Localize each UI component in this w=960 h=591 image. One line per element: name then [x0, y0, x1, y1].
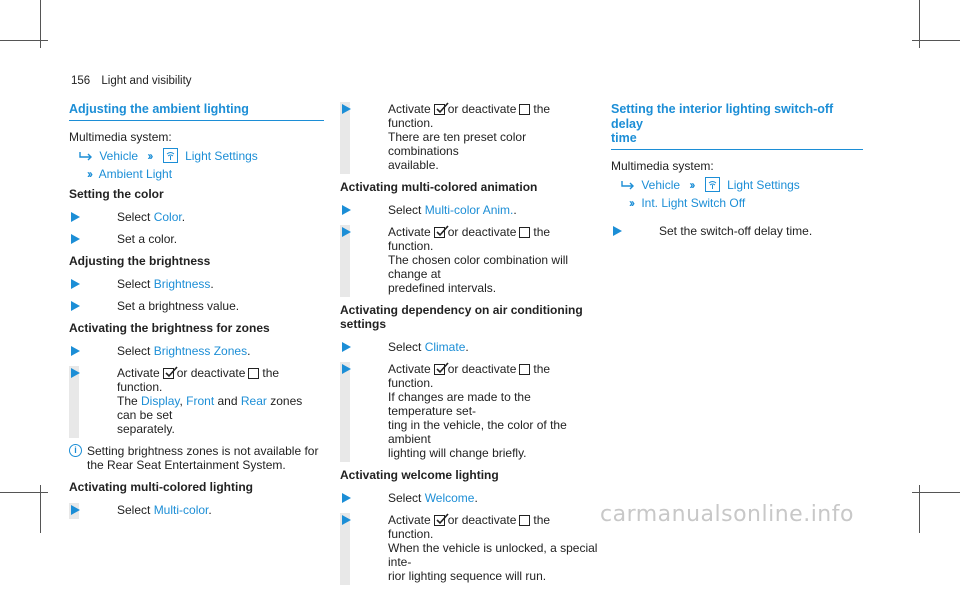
menu-link-color[interactable]: Color — [153, 209, 182, 224]
step-text: separately. — [117, 421, 175, 436]
step-text: There are ten preset color combinations — [388, 130, 527, 158]
crop-mark — [912, 492, 960, 493]
menu-path — [621, 177, 863, 192]
step-text: the function. — [388, 362, 551, 390]
section-title: Light and visibility — [101, 75, 192, 87]
subheading — [340, 303, 598, 331]
step-text: or deactivate — [447, 225, 517, 239]
crop-mark — [912, 40, 960, 41]
step-text: ting in the vehicle, the color of the ambient — [388, 418, 567, 446]
heading-line: time — [611, 131, 637, 145]
heading-line: Setting the interior lighting switch-off delay — [611, 102, 834, 131]
subheading: Adjusting the brightness — [69, 253, 211, 268]
step-text: Activate — [388, 513, 431, 527]
menu-link-multi-color[interactable]: Multi-color — [153, 502, 209, 517]
step-item — [340, 102, 598, 172]
step-item — [69, 232, 324, 246]
checkbox-empty-icon — [248, 368, 259, 379]
triangle-bullet-icon — [71, 505, 80, 515]
checkbox-empty-icon — [519, 364, 530, 375]
step-text: zones can be set — [117, 393, 303, 422]
menu-link-brightness[interactable]: Brightness — [153, 276, 211, 291]
step-text: . — [181, 209, 186, 224]
double-chevron-icon: ›› — [689, 177, 694, 192]
step-text: Activate — [388, 102, 431, 116]
step-text: the function. — [388, 225, 551, 253]
triangle-bullet-icon — [71, 234, 80, 244]
column-2 — [340, 102, 598, 591]
step-text: Set a color. — [117, 231, 178, 246]
double-chevron-icon: ›› — [629, 195, 633, 210]
step-text: . — [210, 276, 214, 291]
step-text: The chosen color combination will change at — [388, 253, 569, 281]
step-item — [69, 299, 324, 313]
triangle-bullet-icon — [342, 342, 351, 352]
triangle-bullet-icon — [342, 493, 351, 503]
step-text: Select — [117, 209, 154, 224]
step-text: . — [247, 343, 251, 358]
step-text: Select — [388, 203, 425, 217]
menu-link-front[interactable]: Front — [186, 393, 215, 408]
step-item — [69, 277, 324, 291]
step-text: or deactivate — [176, 365, 246, 380]
subheading: Activating multi-colored animation — [340, 180, 538, 194]
multimedia-label: Multimedia system: — [611, 158, 714, 173]
triangle-bullet-icon — [342, 364, 351, 374]
step-text: Select — [117, 276, 154, 291]
step-text: . — [208, 502, 212, 517]
menu-link-int-light-switch-off[interactable]: Int. Light Switch Off — [641, 195, 746, 210]
note-text: the Rear Seat Entertainment System. — [87, 457, 286, 472]
note-text: Setting brightness zones is not available for — [87, 443, 319, 458]
checkbox-checked-icon — [434, 364, 445, 375]
step-item — [340, 491, 598, 505]
step-bar — [340, 362, 350, 462]
subheading: Activating welcome lighting — [340, 468, 499, 482]
step-item — [69, 503, 324, 517]
menu-link-brightness-zones[interactable]: Brightness Zones — [153, 343, 248, 358]
step-text: . — [465, 340, 469, 354]
menu-link-multi-color-anim[interactable]: Multi-color Anim. — [424, 203, 514, 217]
menu-link-rear[interactable]: Rear — [240, 393, 267, 408]
column-1 — [69, 102, 324, 525]
info-icon: i — [69, 444, 82, 457]
checkbox-empty-icon — [519, 227, 530, 238]
triangle-bullet-icon — [342, 515, 351, 525]
menu-link-ambient-light[interactable]: Ambient Light — [98, 166, 173, 181]
step-text: or deactivate — [447, 102, 517, 116]
section-heading: Adjusting the ambient lighting — [69, 102, 324, 121]
step-text: , — [179, 393, 187, 408]
step-item — [69, 210, 324, 224]
double-chevron-icon: ›› — [87, 166, 91, 181]
step-item — [340, 362, 598, 460]
column-3 — [611, 102, 863, 246]
subheading-line: settings — [340, 317, 387, 331]
step-text: Select — [117, 502, 154, 517]
menu-path — [79, 148, 324, 163]
checkbox-checked-icon — [434, 227, 445, 238]
checkbox-checked-icon — [434, 104, 445, 115]
step-text: or deactivate — [447, 362, 517, 376]
step-text: or deactivate — [447, 513, 517, 527]
checkbox-checked-icon — [163, 368, 174, 379]
page-header — [71, 74, 192, 88]
step-text: the function. — [388, 102, 551, 130]
menu-link-display[interactable]: Display — [141, 393, 180, 408]
step-item — [340, 225, 598, 295]
multimedia-label: Multimedia system: — [69, 129, 172, 144]
light-settings-icon — [705, 177, 720, 192]
info-note — [69, 444, 324, 472]
subheading: Setting the color — [69, 186, 164, 201]
step-text: Activate — [388, 362, 431, 376]
step-text: available. — [388, 158, 439, 172]
step-text: the function. — [388, 513, 551, 541]
triangle-bullet-icon — [71, 368, 80, 378]
step-text: Set a brightness value. — [117, 298, 240, 313]
checkbox-empty-icon — [519, 104, 530, 115]
step-text: Select — [117, 343, 154, 358]
crop-mark — [0, 40, 48, 41]
light-settings-icon — [163, 148, 178, 163]
step-item — [340, 340, 598, 354]
checkbox-checked-icon — [434, 515, 445, 526]
step-text: Select — [388, 491, 425, 505]
triangle-bullet-icon — [71, 279, 80, 289]
step-text: and — [214, 393, 241, 408]
step-text: Activate — [388, 225, 431, 239]
triangle-bullet-icon — [342, 227, 351, 237]
arrow-return-icon — [79, 149, 96, 163]
subheading: Activating the brightness for zones — [69, 320, 270, 335]
menu-link-vehicle[interactable]: Vehicle — [99, 148, 139, 163]
step-text: lighting will change briefly. — [388, 446, 527, 460]
double-chevron-icon: ›› — [147, 148, 152, 163]
step-item — [69, 366, 324, 436]
subheading: Activating multi-colored lighting — [69, 479, 253, 494]
menu-link-light-settings[interactable]: Light Settings — [185, 148, 258, 163]
step-text: the function. — [117, 365, 280, 394]
triangle-bullet-icon — [71, 301, 80, 311]
step-text: If changes are made to the temperature set- — [388, 390, 531, 418]
menu-path — [629, 196, 863, 210]
triangle-bullet-icon — [613, 226, 622, 236]
step-text: . — [513, 203, 517, 217]
step-text: predefined intervals. — [388, 281, 497, 295]
triangle-bullet-icon — [342, 205, 351, 215]
menu-link-vehicle[interactable]: Vehicle — [641, 177, 681, 192]
menu-link-welcome[interactable]: Welcome — [424, 491, 475, 505]
step-text: When the vehicle is unlocked, a special inte- — [388, 541, 598, 569]
step-text: Activate — [117, 365, 160, 380]
step-item — [340, 513, 598, 583]
step-text: Select — [388, 340, 425, 354]
menu-link-light-settings[interactable]: Light Settings — [727, 177, 800, 192]
step-text: . — [474, 491, 478, 505]
arrow-return-icon — [621, 178, 638, 192]
page-number: 156 — [71, 75, 91, 87]
step-text: The — [117, 393, 142, 408]
step-item — [69, 344, 324, 358]
triangle-bullet-icon — [71, 212, 80, 222]
watermark: carmanualsonline.info — [600, 502, 854, 527]
step-text: rior lighting sequence will run. — [388, 569, 547, 583]
step-item — [340, 203, 598, 217]
section-heading — [611, 102, 863, 150]
subheading-line: Activating dependency on air conditioning — [340, 303, 583, 317]
step-item — [611, 224, 863, 238]
checkbox-empty-icon — [519, 515, 530, 526]
triangle-bullet-icon — [71, 346, 80, 356]
triangle-bullet-icon — [342, 104, 351, 114]
crop-mark — [0, 492, 48, 493]
step-text: Set the switch-off delay time. — [659, 223, 813, 238]
menu-link-climate[interactable]: Climate — [424, 340, 466, 354]
menu-path — [87, 167, 324, 181]
